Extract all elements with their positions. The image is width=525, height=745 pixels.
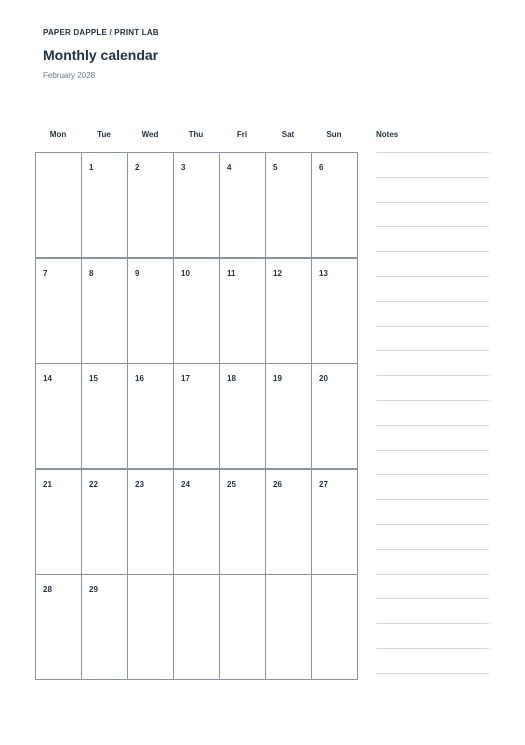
- note-line: [376, 152, 489, 153]
- note-line: [376, 400, 489, 401]
- day-number: 13: [319, 268, 328, 278]
- calendar-day-cell: [127, 152, 174, 258]
- weekday-mon: Mon: [49, 130, 67, 139]
- weekday-wed: Wed: [141, 130, 159, 139]
- weekday-fri: Fri: [236, 130, 248, 139]
- calendar-day-cell: [219, 258, 266, 364]
- page-title: Monthly calendar: [43, 47, 159, 63]
- calendar-day-cell: [35, 469, 82, 575]
- note-line: [376, 301, 489, 302]
- day-number: 5: [273, 163, 278, 172]
- calendar-day-cell: [81, 258, 128, 364]
- note-line: [376, 226, 489, 227]
- day-number: 28: [43, 585, 52, 594]
- day-number: 7: [43, 268, 48, 278]
- day-number: 27: [319, 479, 328, 489]
- calendar-day-cell: [265, 574, 312, 680]
- day-number: 1: [89, 163, 94, 172]
- day-number: 24: [181, 479, 190, 489]
- note-line: [376, 350, 489, 351]
- calendar-day-cell: [35, 258, 82, 364]
- note-line: [376, 648, 489, 649]
- day-number: 26: [273, 479, 282, 489]
- day-number: 14: [43, 374, 52, 383]
- day-number: 15: [89, 374, 98, 383]
- calendar-day-cell: [35, 363, 82, 469]
- day-number: 2: [135, 163, 140, 172]
- weekday-sat: Sat: [281, 130, 295, 139]
- calendar-day-cell: [81, 469, 128, 575]
- note-line: [376, 202, 489, 203]
- calendar-day-cell: [311, 469, 358, 575]
- calendar-day-cell: [35, 574, 82, 680]
- day-number: 8: [89, 268, 94, 278]
- calendar-day-cell: [311, 363, 358, 469]
- calendar-day-cell: [173, 469, 220, 575]
- calendar-day-cell: [81, 574, 128, 680]
- note-line: [376, 276, 489, 277]
- day-number: 9: [135, 268, 140, 278]
- note-line: [376, 524, 489, 525]
- calendar-day-cell: [219, 469, 266, 575]
- calendar-day-cell: [81, 152, 128, 258]
- day-number: 25: [227, 479, 236, 489]
- calendar-day-cell: [311, 152, 358, 258]
- day-number: 23: [135, 479, 144, 489]
- calendar-day-cell: [219, 152, 266, 258]
- day-number: 20: [319, 374, 328, 383]
- calendar-day-cell: [219, 574, 266, 680]
- note-line: [376, 177, 489, 178]
- calendar-day-cell: [265, 258, 312, 364]
- note-line: [376, 326, 489, 327]
- day-number: 22: [89, 479, 98, 489]
- note-line: [376, 598, 489, 599]
- calendar-day-cell: [127, 258, 174, 364]
- calendar-day-cell: [265, 469, 312, 575]
- calendar-day-cell: [173, 574, 220, 680]
- calendar-day-cell: [81, 363, 128, 469]
- day-number: 10: [181, 268, 190, 278]
- calendar-day-cell: [265, 363, 312, 469]
- notes-area: [376, 152, 489, 677]
- day-number: 17: [181, 374, 190, 383]
- day-number: 12: [273, 268, 282, 278]
- calendar-day-cell: [311, 258, 358, 364]
- day-number: 29: [89, 585, 98, 594]
- note-line: [376, 574, 489, 575]
- calendar-day-cell: [173, 152, 220, 258]
- day-number: 21: [43, 479, 52, 489]
- day-number: 3: [181, 163, 186, 172]
- weekday-header: [35, 130, 357, 142]
- note-line: [376, 474, 489, 475]
- calendar-day-cell: [173, 258, 220, 364]
- day-number: 4: [227, 163, 232, 172]
- weekday-sun: Sun: [326, 130, 342, 139]
- calendar-day-cell: [127, 574, 174, 680]
- note-line: [376, 375, 489, 376]
- note-line: [376, 623, 489, 624]
- weekday-tue: Tue: [97, 130, 111, 139]
- note-line: [376, 450, 489, 451]
- note-line: [376, 251, 489, 252]
- month-subtitle: February 2028: [43, 71, 96, 80]
- note-line: [376, 549, 489, 550]
- day-number: 19: [273, 374, 282, 383]
- weekday-thu: Thu: [188, 130, 204, 139]
- notes-title: Notes: [376, 130, 399, 139]
- calendar-day-cell: [173, 363, 220, 469]
- calendar-day-cell: [265, 152, 312, 258]
- calendar-day-cell: [311, 574, 358, 680]
- note-line: [376, 673, 489, 674]
- calendar-day-cell: [219, 363, 266, 469]
- day-number: 16: [135, 374, 144, 383]
- calendar-day-cell: [35, 152, 82, 258]
- day-number: 18: [227, 374, 236, 383]
- calendar-day-cell: [127, 363, 174, 469]
- brand-label: PAPER DAPPLE / PRINT LAB: [43, 28, 159, 37]
- calendar-grid: [35, 152, 358, 681]
- day-number: 6: [319, 163, 324, 172]
- note-line: [376, 499, 489, 500]
- note-line: [376, 425, 489, 426]
- calendar-day-cell: [127, 469, 174, 575]
- day-number: 11: [227, 268, 236, 278]
